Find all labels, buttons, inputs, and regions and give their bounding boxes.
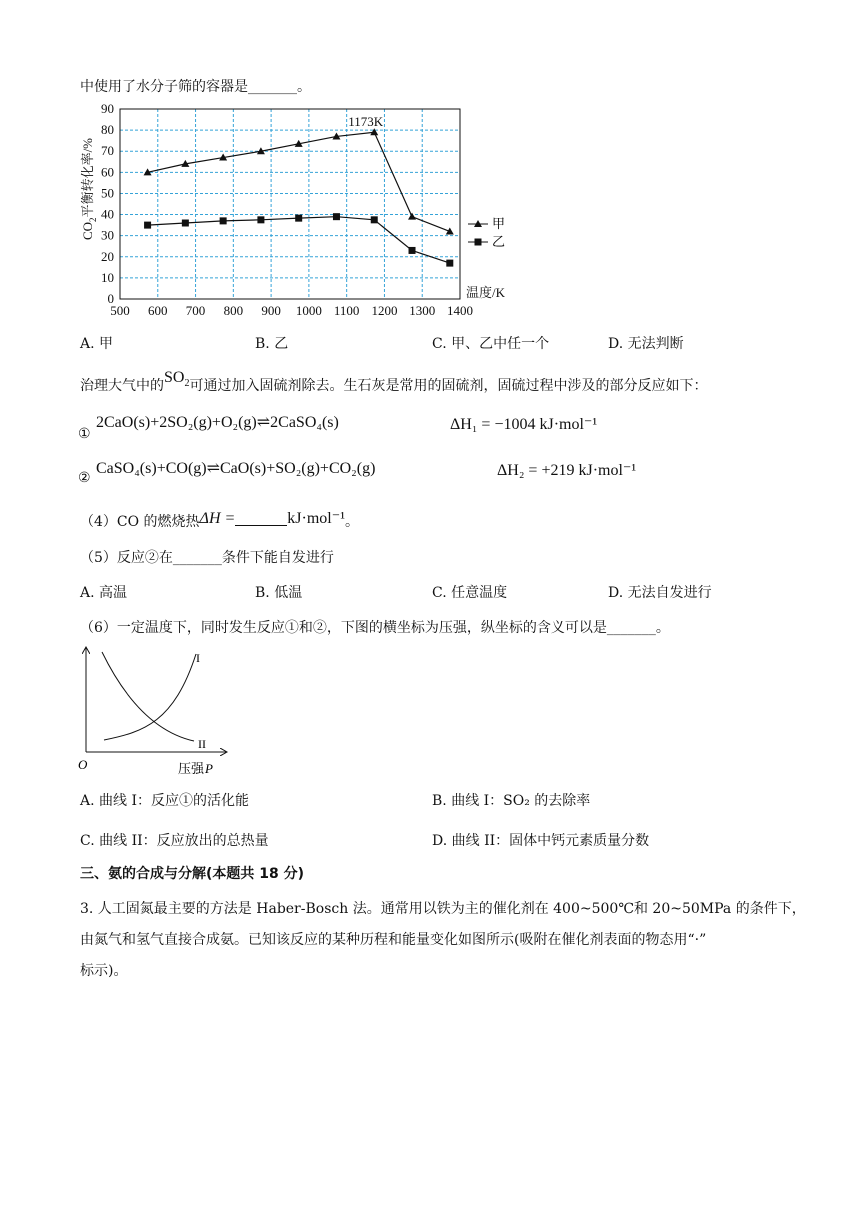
y-axis-label xyxy=(80,138,98,240)
so2-text-before: 治理大气中的 xyxy=(80,378,164,394)
q6-option-a: A. 曲线 I：反应①的活化能 xyxy=(80,793,249,809)
q3-line-1: 3. 人工固氮最主要的方法是 Haber-Bosch 法。通常用以铁为主的催化剂在 400~500℃和 20~50MPa 的条件下， xyxy=(80,901,806,917)
q5-option-c: C. 任意温度 xyxy=(432,585,508,601)
so2-subscript: 2 xyxy=(184,378,190,390)
x-tick-label: 1100 xyxy=(333,303,360,318)
q1-option-d: D. 无法判断 xyxy=(608,336,684,352)
chart-series xyxy=(144,128,454,266)
y-tick-label: 50 xyxy=(101,185,114,201)
curve-ii-label: II xyxy=(198,737,206,751)
plot-frame xyxy=(120,109,460,299)
y-axis-label-suffix: 平衡转化率/% xyxy=(80,137,95,218)
data-point-jia xyxy=(370,128,378,135)
x-axis-label-var: P xyxy=(205,761,213,776)
reaction-1-enthalpy: ΔH₁ = −1004 kJ·mol⁻¹ xyxy=(450,416,598,433)
data-point-yi xyxy=(409,247,416,254)
so2-text-after: 可通过加入固硫剂除去。生石灰是常用的固硫剂，固硫过程中涉及的部分反应如下： xyxy=(189,378,708,394)
q5-option-a: A. 高温 xyxy=(80,585,128,601)
q4-dh: ΔH = xyxy=(199,510,236,527)
chart-axes xyxy=(120,109,460,299)
y-axis-label-sub: 2 xyxy=(88,217,98,222)
q6-option-b: B. 曲线 I：SO₂ 的去除率 xyxy=(432,793,591,809)
so2-formula: SO xyxy=(164,369,185,386)
data-point-yi xyxy=(446,260,453,267)
q4-answer-blank xyxy=(235,511,287,526)
so2-intro xyxy=(80,369,708,397)
x-tick-label: 1000 xyxy=(295,303,322,318)
y-tick-label: 20 xyxy=(101,248,114,264)
pressure-chart xyxy=(74,642,244,780)
data-point-yi xyxy=(295,215,302,222)
legend-label-jia: 甲 xyxy=(492,216,506,231)
data-point-yi xyxy=(257,216,264,223)
x-axis-label: 温度/K xyxy=(466,285,506,300)
section-3-title: 三、氨的合成与分解(本题共 18 分) xyxy=(80,866,305,882)
x-tick-label: 700 xyxy=(185,303,206,318)
x-tick-label: 1300 xyxy=(409,303,436,318)
legend-label-yi: 乙 xyxy=(492,234,506,249)
q4-end: 。 xyxy=(344,514,359,530)
svg-text:CO2平衡转化率/% xyxy=(80,138,98,240)
x-tick-label: 1200 xyxy=(371,303,398,318)
curve-ii xyxy=(102,652,194,741)
y-tick-label: 40 xyxy=(101,206,114,222)
x-tick-label: 1400 xyxy=(447,303,473,318)
y-tick-label: 80 xyxy=(101,122,114,138)
annotation-1173k: 1173K xyxy=(348,114,384,130)
q3-line-3: 标示)。 xyxy=(80,963,128,979)
reaction-2-equation: CaSO₄(s)+CO(g)⇌CaO(s)+SO₂(g)+CO₂(g) xyxy=(96,460,376,477)
y-tick-label: 90 xyxy=(101,101,114,116)
curve-i-label: I xyxy=(196,651,200,665)
q4-unit: kJ·mol⁻¹ xyxy=(287,510,345,527)
question-4 xyxy=(80,511,359,531)
conversion-chart xyxy=(78,100,518,325)
data-point-yi xyxy=(182,220,189,227)
intro-line: 中使用了水分子筛的容器是_______。 xyxy=(80,79,311,95)
question-5: （5）反应②在_______条件下能自发进行 xyxy=(80,550,334,566)
x-axis-label-prefix: 压强 xyxy=(178,761,205,776)
reaction-2-enthalpy: ΔH₂ = +219 kJ·mol⁻¹ xyxy=(497,462,637,479)
chart-legend xyxy=(468,216,505,249)
x-tick-label: 800 xyxy=(223,303,244,318)
y-tick-label: 0 xyxy=(107,291,114,306)
series-line-yi xyxy=(148,217,450,263)
x-tick-label: 500 xyxy=(110,303,130,318)
y-tick-label: 30 xyxy=(101,227,114,243)
x-tick-label: 600 xyxy=(148,303,168,318)
curve-i xyxy=(104,654,196,740)
data-point-yi xyxy=(144,222,151,229)
reaction-1-number: ① xyxy=(78,426,91,442)
q1-option-c: C. 甲、乙中任一个 xyxy=(432,336,550,352)
q1-option-b: B. 乙 xyxy=(255,336,289,352)
y-axis-label-prefix: CO xyxy=(80,221,95,240)
origin-label: O xyxy=(78,757,88,772)
q4-text: （4）CO 的燃烧热 xyxy=(80,514,200,530)
data-point-yi xyxy=(220,217,227,224)
chart-tick-labels xyxy=(101,101,473,318)
chart-grid xyxy=(120,109,460,299)
q6-option-c: C. 曲线 II：反应放出的总热量 xyxy=(80,833,269,849)
q1-option-a: A. 甲 xyxy=(80,336,114,352)
q5-option-d: D. 无法自发进行 xyxy=(608,585,712,601)
x-tick-label: 900 xyxy=(261,303,281,318)
y-tick-label: 10 xyxy=(101,269,114,285)
reaction-1-equation: 2CaO(s)+2SO₂(g)+O₂(g)⇌2CaSO₄(s) xyxy=(96,414,339,431)
q6-option-d: D. 曲线 II：固体中钙元素质量分数 xyxy=(432,833,650,849)
y-tick-label: 60 xyxy=(101,164,114,180)
question-6: （6）一定温度下，同时发生反应①和②，下图的横坐标为压强，纵坐标的含义可以是_______。 xyxy=(80,620,670,636)
data-point-jia xyxy=(408,213,416,220)
q3-line-2: 由氮气和氢气直接合成氨。已知该反应的某种历程和能量变化如图所示(吸附在催化剂表面的物态用“·” xyxy=(80,932,707,948)
data-point-yi xyxy=(333,213,340,220)
q5-option-b: B. 低温 xyxy=(255,585,303,601)
y-tick-label: 70 xyxy=(101,143,114,159)
data-point-yi xyxy=(371,216,378,223)
reaction-2-number: ② xyxy=(78,470,91,486)
legend-marker-square xyxy=(475,239,482,246)
